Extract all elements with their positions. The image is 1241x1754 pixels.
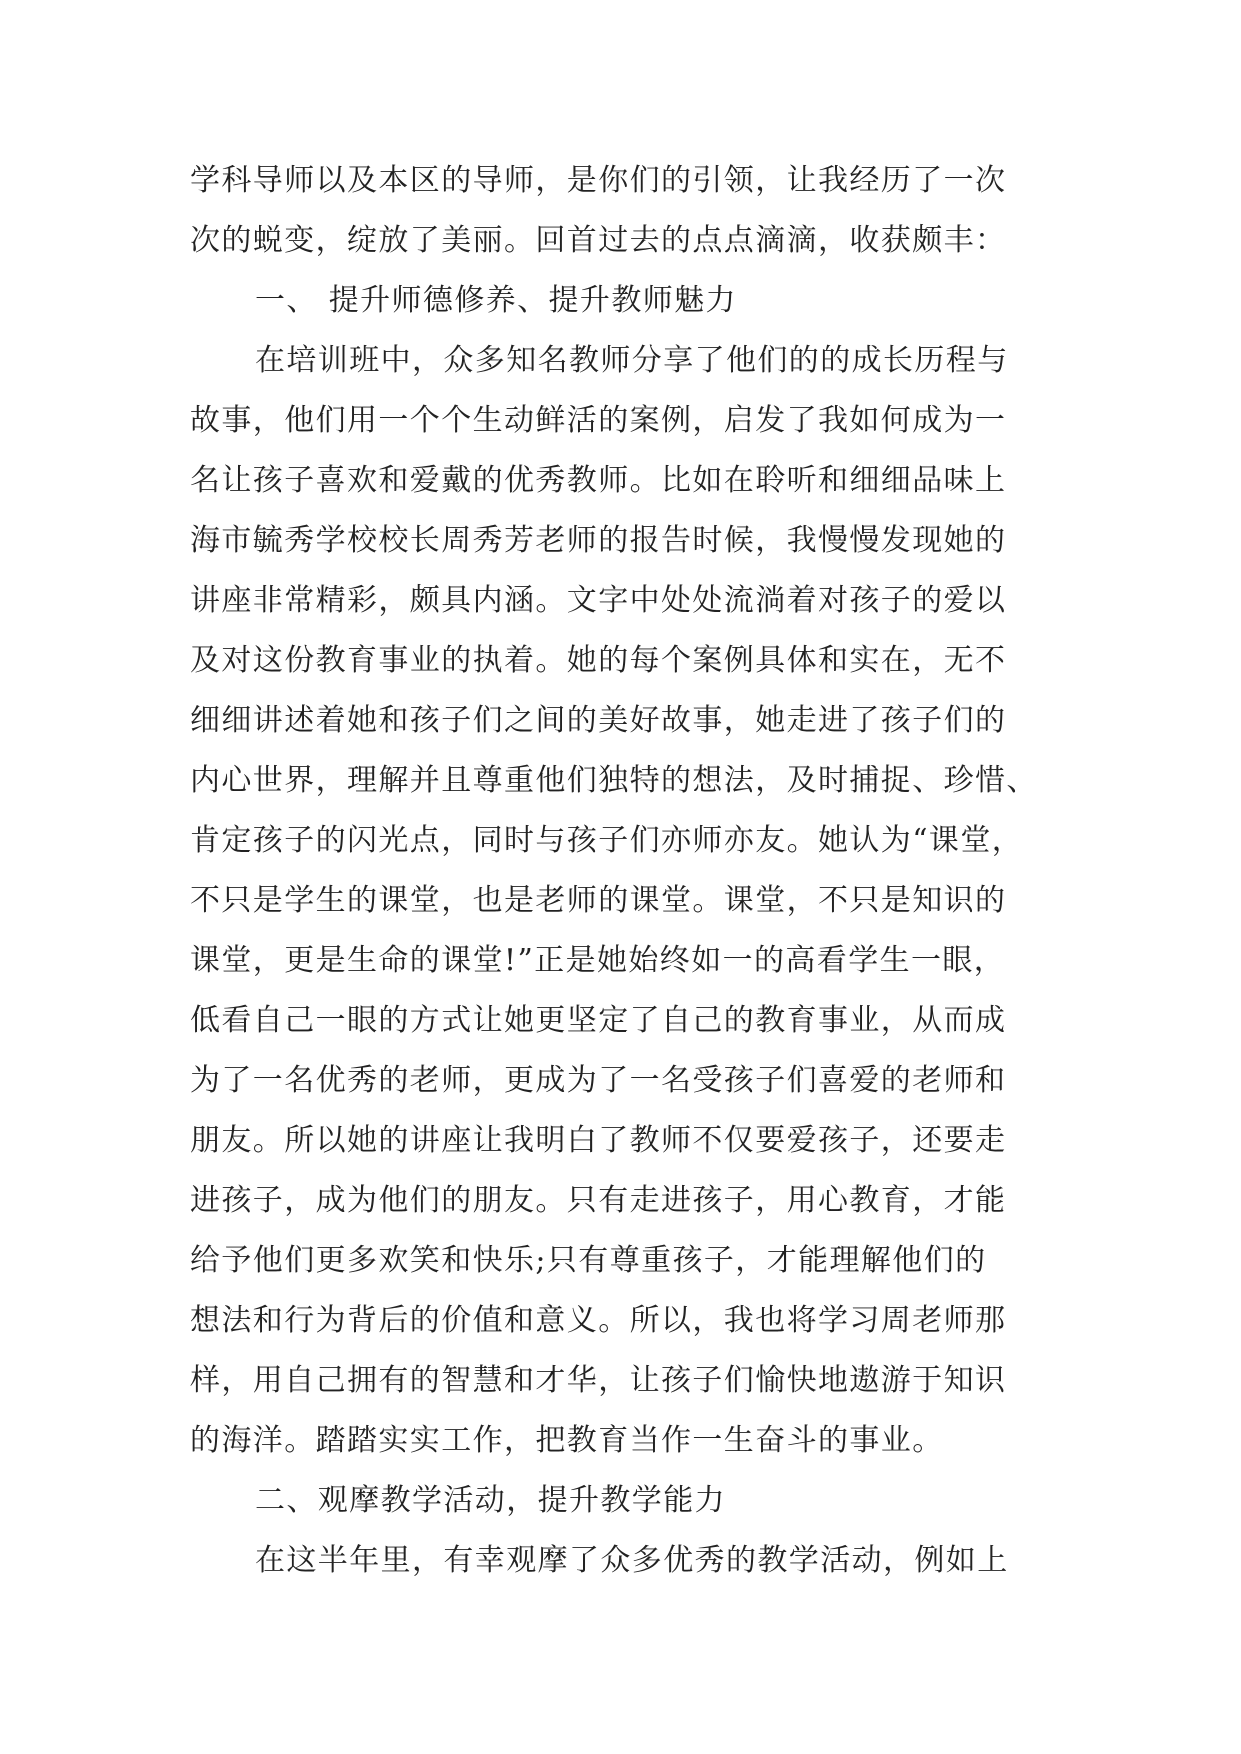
section-heading: 一、 提升师德修养、提升教师魅力 [255, 283, 737, 318]
text-line: 讲座非常精彩，颇具内涵。文字中处处流淌着对孩子的爱以 [190, 583, 1007, 618]
text-line: 课堂，更是生命的课堂!”正是她始终如一的高看学生一眼， [190, 943, 1006, 978]
text-line: 名让孩子喜欢和爱戴的优秀教师。比如在聆听和细细品味上 [190, 463, 1007, 498]
text-line: 不只是学生的课堂，也是老师的课堂。课堂，不只是知识的 [190, 883, 1007, 918]
text-line: 朋友。所以她的讲座让我明白了教师不仅要爱孩子，还要走 [190, 1123, 1007, 1158]
text-line: 内心世界，理解并且尊重他们独特的想法，及时捕捉、珍惜、 [190, 763, 1038, 798]
text-line: 故事，他们用一个个生动鲜活的案例，启发了我如何成为一 [190, 403, 1007, 438]
text-line: 肯定孩子的闪光点，同时与孩子们亦师亦友。她认为“课堂， [190, 823, 1024, 858]
text-line: 的海洋。踏踏实实工作，把教育当作一生奋斗的事业。 [190, 1423, 944, 1458]
text-line: 及对这份教育事业的执着。她的每个案例具体和实在，无不 [190, 643, 1007, 678]
text-line: 细细讲述着她和孩子们之间的美好故事，她走进了孩子们的 [190, 703, 1007, 738]
text-line: 想法和行为背后的价值和意义。所以，我也将学习周老师那 [190, 1303, 1007, 1338]
text-line: 为了一名优秀的老师，更成为了一名受孩子们喜爱的老师和 [190, 1063, 1007, 1098]
section-heading: 二、观摩教学活动，提升教学能力 [255, 1483, 726, 1518]
text-line: 次的蜕变，绽放了美丽。回首过去的点点滴滴，收获颇丰： [190, 223, 1007, 258]
text-line: 样，用自己拥有的智慧和才华，让孩子们愉快地遨游于知识 [190, 1363, 1007, 1398]
paragraph-first-line: 在培训班中，众多知名教师分享了他们的的成长历程与 [255, 343, 1009, 378]
text-line: 学科导师以及本区的导师，是你们的引领，让我经历了一次 [190, 163, 1007, 198]
text-line: 低看自己一眼的方式让她更坚定了自己的教育事业，从而成 [190, 1003, 1007, 1038]
paragraph-first-line: 在这半年里，有幸观摩了众多优秀的教学活动，例如上 [255, 1543, 1009, 1578]
text-line: 进孩子，成为他们的朋友。只有走进孩子，用心教育，才能 [190, 1183, 1007, 1218]
text-line: 给予他们更多欢笑和快乐;只有尊重孩子，才能理解他们的 [190, 1243, 987, 1278]
text-line: 海市毓秀学校校长周秀芳老师的报告时候，我慢慢发现她的 [190, 523, 1007, 558]
